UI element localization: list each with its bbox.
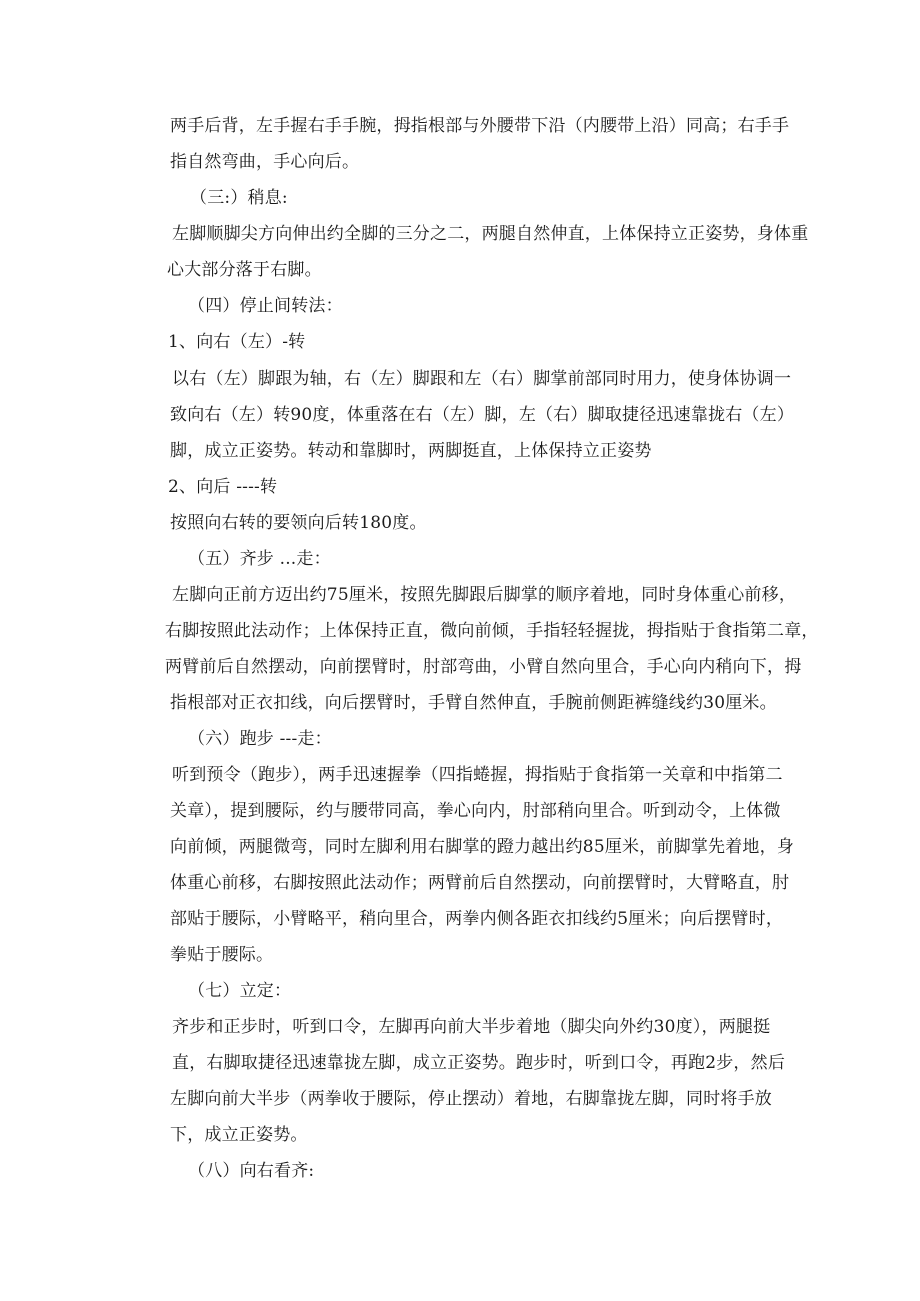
text-line: 部贴于腰际，小臂略平，稍向里合，两拳内侧各距衣扣线约5厘米；向后摆臂时， [170, 909, 784, 929]
text-line: 体重心前移，右脚按照此法动作；两臂前后自然摆动，向前摆臂时，大臂略直，肘 [170, 873, 790, 893]
section-heading: （六）跑步 ---走： [188, 729, 332, 749]
section-heading: （八）向右看齐: [188, 1161, 315, 1181]
subsection-heading: 1、向右（左）-转 [168, 332, 306, 352]
subsection-heading: 2、向后 ----转 [168, 477, 278, 497]
text-line: 关章），提到腰际，约与腰带同高，拳心向内，肘部稍向里合。听到动令，上体微 [170, 801, 781, 821]
text-line: 脚，成立正姿势。转动和靠脚时，两脚挺直，上体保持立正姿势 [170, 441, 652, 461]
text-line: 左脚向前大半步（两拳收于腰际，停止摆动）着地，右脚靠拢左脚，同时将手放 [170, 1089, 772, 1109]
text-line: 指自然弯曲，手心向后。 [170, 152, 360, 172]
text-line: 齐步和正步时，听到口令，左脚再向前大半步着地（脚尖向外约30度），两腿挺 [172, 1017, 771, 1037]
text-line: 两手后背，左手握右手手腕，拇指根部与外腰带下沿（内腰带上沿）同高；右手手 [170, 116, 790, 136]
text-line: 听到预令（跑步），两手迅速握拳（四指蜷握，拇指贴于食指第一关章和中指第二 [172, 765, 783, 785]
text-line: 以右（左）脚跟为轴，右（左）脚跟和左（右）脚掌前部同时用力，使身体协调一 [172, 369, 792, 389]
text-line: 心大部分落于右脚。 [167, 260, 322, 280]
section-heading: （三:）稍息: [190, 188, 288, 208]
text-line: 下，成立正姿势。 [170, 1125, 308, 1145]
section-heading: （七）立定： [188, 981, 292, 1001]
section-heading: （五）齐步 ...走： [188, 549, 331, 569]
text-line: 指根部对正衣扣线，向后摆臂时，手臂自然伸直，手腕前侧距裤缝线约30厘米。 [170, 693, 777, 713]
text-line: 左脚顺脚尖方向伸出约全脚的三分之二，两腿自然伸直，上体保持立正姿势，身体重 [172, 224, 809, 244]
text-line: 拳贴于腰际。 [170, 945, 274, 965]
text-line: 致向右（左）转90度，体重落在右（左）脚，左（右）脚取捷径迅速靠拢右（左） [170, 405, 795, 425]
text-line: 向前倾，两腿微弯，同时左脚利用右脚掌的蹬力越出约85厘米，前脚掌先着地，身 [170, 837, 795, 857]
section-heading: （四）停止间转法： [188, 296, 343, 316]
text-line: 两臂前后自然摆动，向前摆臂时，肘部弯曲，小臂自然向里合，手心向内稍向下，拇 [165, 657, 802, 677]
text-line: 右脚按照此法动作；上体保持正直，微向前倾，手指轻轻握拢，拇指贴于食指第二章， [165, 621, 819, 641]
text-line: 直，右脚取捷径迅速靠拢左脚，成立正姿势。跑步时，听到口令，再跑2步，然后 [172, 1053, 786, 1073]
text-line: 左脚向正前方迈出约75厘米，按照先脚跟后脚掌的顺序着地，同时身体重心前移， [172, 585, 797, 605]
text-line: 按照向右转的要领向后转180度。 [170, 513, 427, 533]
